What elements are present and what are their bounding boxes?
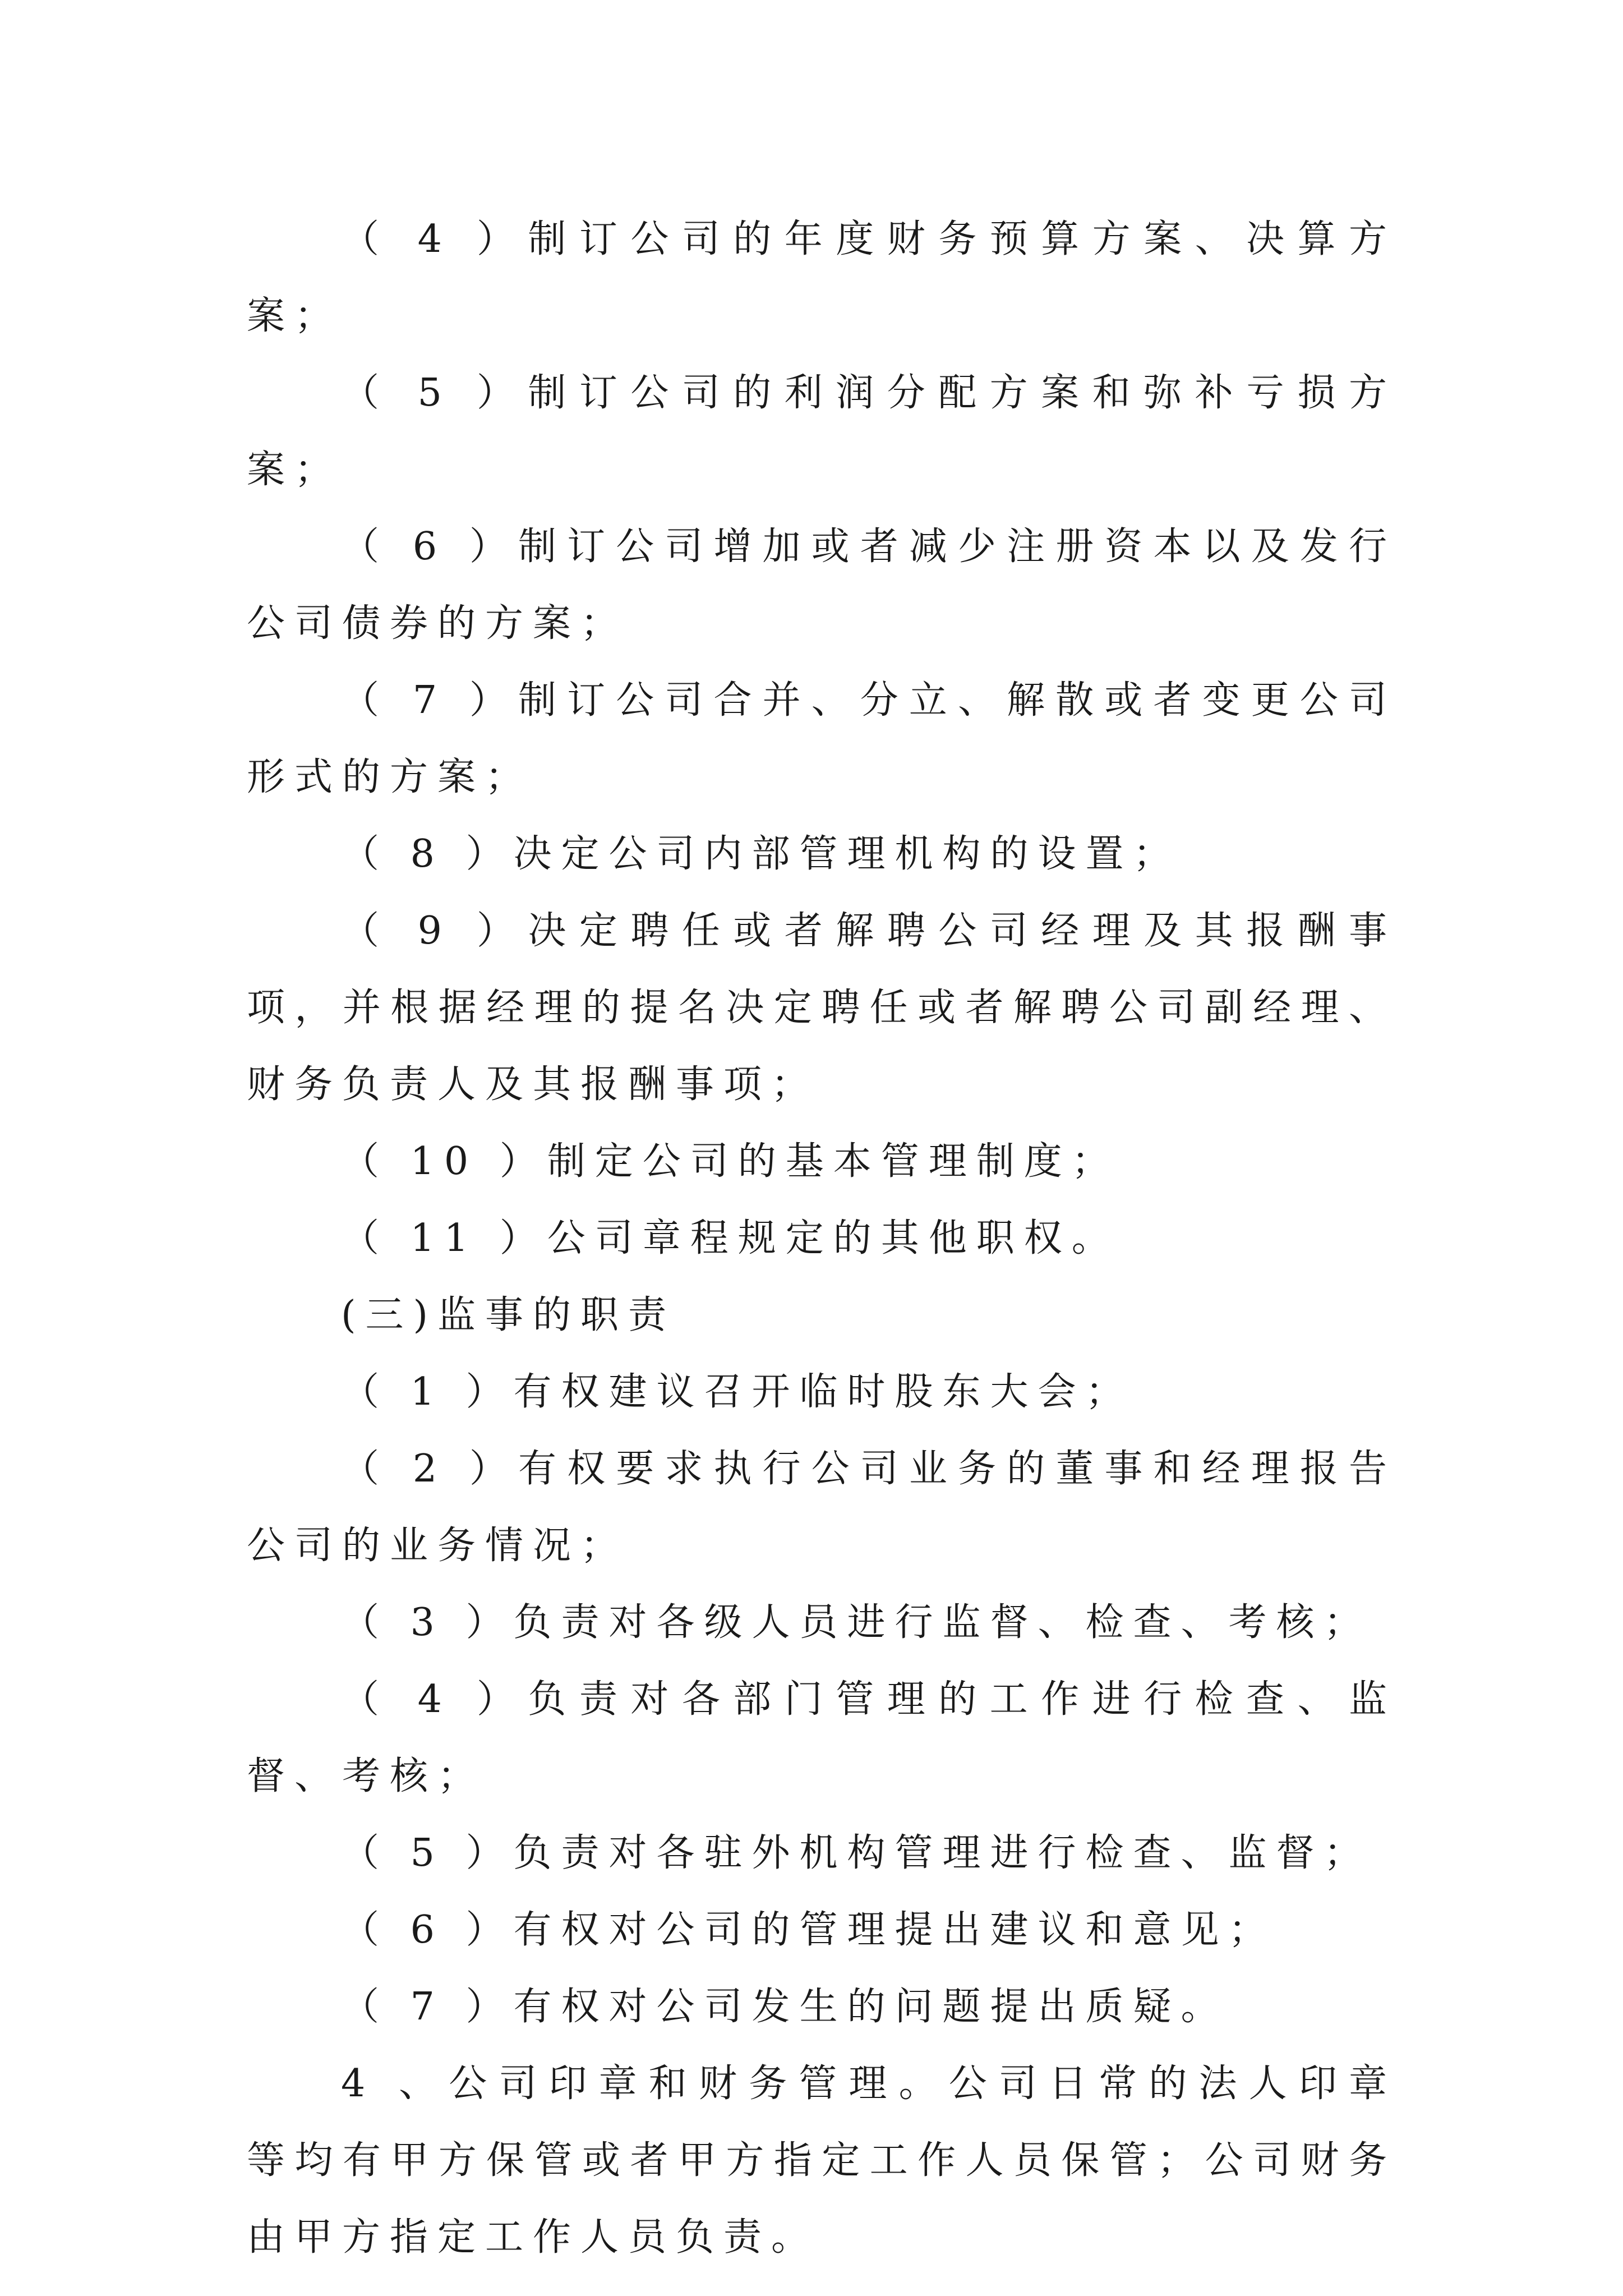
paragraph: （ 3 ）负责对各级人员进行监督、检查、考核；: [341, 1600, 1372, 1645]
paragraph: （ 6 ）制订公司增加或者减少注册资本以及发行公司债券的方案；: [247, 524, 1396, 646]
paragraph: （ 6 ）有权对公司的管理提出建议和意见；: [341, 1908, 1276, 1952]
paragraph: （ 7 ）有权对公司发生的问题提出质疑。: [341, 1985, 1229, 2029]
paragraph: （ 5 ）负责对各驻外机构管理进行检查、监督；: [341, 1831, 1372, 1875]
paragraph: （ 11 ）公司章程规定的其他职权。: [341, 1216, 1119, 1260]
paragraph: （ 2 ）有权要求执行公司业务的董事和经理报告公司的业务情况；: [247, 1447, 1396, 1568]
document-body: [247, 201, 1396, 2276]
paragraph: （ 5 ）制订公司的利润分配方案和弥补亏损方案；: [247, 371, 1396, 492]
paragraph: （ 4 ）制订公司的年度财务预算方案、决算方案；: [247, 217, 1396, 338]
paragraph: （ 10 ）制定公司的基本管理制度；: [341, 1139, 1119, 1184]
paragraph: （ 1 ）有权建议召开临时股东大会；: [341, 1370, 1133, 1414]
paragraph: （ 8 ）决定公司内部管理机构的设置；: [341, 832, 1181, 876]
section-heading: (三)监事的职责: [341, 1293, 676, 1337]
paragraph: （ 4 ）负责对各部门管理的工作进行检查、监督、考核；: [247, 1677, 1396, 1798]
paragraph: （ 7 ）制订公司合并、分立、解散或者变更公司形式的方案；: [247, 678, 1396, 799]
paragraph: 4 、公司印章和财务管理。公司日常的法人印章等均有甲方保管或者甲方指定工作人员保管；公司财务由甲方指定工作人员负责。: [247, 2062, 1396, 2260]
paragraph: （ 9 ）决定聘任或者解聘公司经理及其报酬事项，并根据经理的提名决定聘任或者解聘公司副经理、财务负责人及其报酬事项；: [247, 909, 1396, 1107]
